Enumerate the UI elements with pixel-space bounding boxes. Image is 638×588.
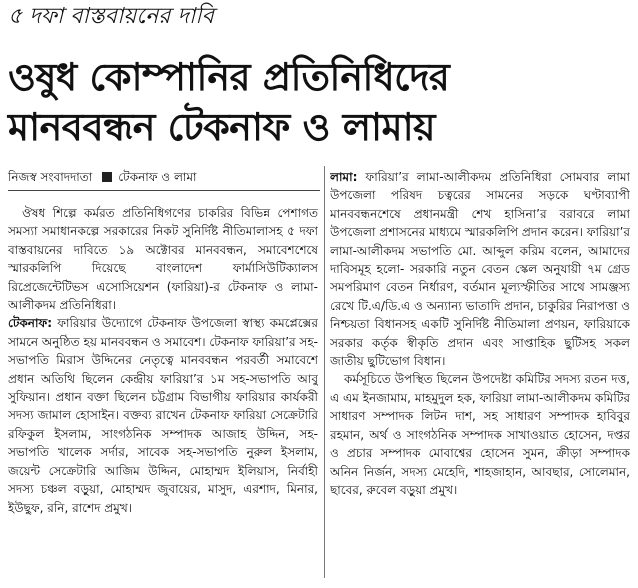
byline-author: নিজস্ব সংবাদদাতা <box>8 170 93 184</box>
byline-location: টেকনাফ ও লামা <box>118 170 197 184</box>
column-divider <box>324 166 325 578</box>
article-headline <box>8 52 630 152</box>
teknaf-label: টেকনাফ: <box>8 316 53 331</box>
teknaf-paragraph <box>8 314 318 516</box>
headline-line-2: মানববন্ধন টেকনাফ ও লামায় <box>8 105 436 149</box>
lama-label: লামা: <box>330 170 358 184</box>
article-column-1 <box>8 204 318 584</box>
article-kicker: ৫ দফা বাস্তবায়নের দাবি <box>8 4 214 29</box>
byline <box>8 168 318 186</box>
intro-paragraph: ঔষধ শিল্পে কর্মরত প্রতিনিধিগণের চাকরির বিভিন্ন পেশাগত সমস্যা সমাধানকল্পে সরকারের নিকট সুনির্দিষ্ট নীতিমালাসহ ৫ দফা বাস্তবায়নের দাবিতে ১৯ অক্টোবর মানববন্ধন, সমাবেশশেষে স্মারকলিপি দিয়েছে বাংলাদেশ ফার্মাসিউটিক্যালস রিপ্রেজেন্টেটিভস এসোসিয়েশন (ফারিয়া)-র টেকনাফ ও লামা-আলীকদম প্রতিনিধিরা। <box>8 206 318 313</box>
article-column-2 <box>330 168 630 584</box>
lama-paragraph <box>330 168 630 370</box>
square-bullet-icon <box>102 172 112 182</box>
lama-text: ফারিয়া’র লামা-আলীকদম প্রতিনিধিরা সোমবার লামা উপজেলা পরিষদ চত্বরের সামনের সড়কে ঘণ্টাব্যাপী মানববন্ধনশেষে প্রধানমন্ত্রী শেখ হাসিনা’র বরাবরে লামা উপজেলা প্রশাসনের মাধ্যমে স্মারকলিপি প্রদান করেন। ফারিয়া’র লামা-আলীকদম সভাপতি মো. আব্দুল করিম বলেন, আমাদের দাবিসমূহ হলো- সরকারি নতুন বেতন স্কেল অনুযায়ী ৭ম গ্রেড সমপরিমাণ বেতন নির্ধারণ, বর্তমান মূল্যস্ফীতির সাথে সামঞ্জস্য রেখে টি.এ/ডি.এ ও অন্যান্য ভাতাদি প্রদান, চাকুরির নিরাপত্তা ও নিশ্চয়তা বিধানসহ একটি সুনির্দিষ্ট নীতিমালা প্রণয়ন, ফারিয়াকে সরকার কর্তৃক স্বীকৃতি প্রদান এবং সাপ্তাহিক ছুটিসহ সকল জাতীয় ছুটিভোগ বিধান। <box>330 170 630 369</box>
closing-paragraph: কর্মসূচিতে উপস্থিত ছিলেন উপদেষ্টা কমিটির সদস্য রতন দত্ত, এ এম ইনজামাম, মাহমুদুল হক, ফারিয়া লামা-আলীকদম কমিটির সাধারণ সম্পাদক লিটন দাশ, সহ সাধারণ সম্পাদক হাবিবুর রহমান, অর্থ ও সাংগঠনিক সম্পাদক সাখাওয়াত হোসেন, দপ্তর ও প্রচার সম্পাদক মোবাশ্বের হোসেন সুমন, ক্রীড়া সম্পাদক অনিন নির্জন, সদস্য মেহেদি, শাহজাহান, আবছার, সোলেমান, ছাবের, রুবেল বড়ুয়া প্রমুখ। <box>330 372 630 497</box>
teknaf-text: ফারিয়ার উদ্যোগে টেকনাফ উপজেলা স্বাস্থ্য কমপ্লেক্সের সামনে অনুষ্ঠিত হয় মানববন্ধন ও সমাবেশ। টেকনাফ ফারিয়া’র সহ-সভাপতি মিরাস উদ্দিনের নেতৃত্বে মানববন্ধন পরবর্তী সমাবেশে প্রধান অতিথি ছিলেন কেন্দ্রীয় ফারিয়া’র ১ম সহ-সভাপতি আবু সুফিয়ান। প্রধান বক্তা ছিলেন চট্টগ্রাম বিভাগীয় ফারিয়ার কার্যকরী সদস্য জামাল হোসাইন। বক্তব্য রাখেন টেকনাফ ফারিয়া সেক্রেটারি রফিকুল ইসলাম, সাংগঠনিক সম্পাদক আজাহ উদ্দিন, সহ-সভাপতি খালেক সর্দার, সাবেক সহ-সভাপতি নুরুল ইসলাম, জয়েন্ট সেক্রেটারি আজিম উদ্দিন, মোহাম্মদ ইলিয়াস, নির্বাহী সদস্য চঞ্চল বড়ুয়া, মোহাম্মদ জুবায়ের, মাসুদ, এরশাদ, মিনার, ইউছুফ, রনি, রাশেদ প্রমুখ। <box>8 316 318 515</box>
headline-line-1: ওষুধ কোম্পানির প্রতিনিধিদের <box>8 55 450 99</box>
byline-rule <box>8 190 320 191</box>
